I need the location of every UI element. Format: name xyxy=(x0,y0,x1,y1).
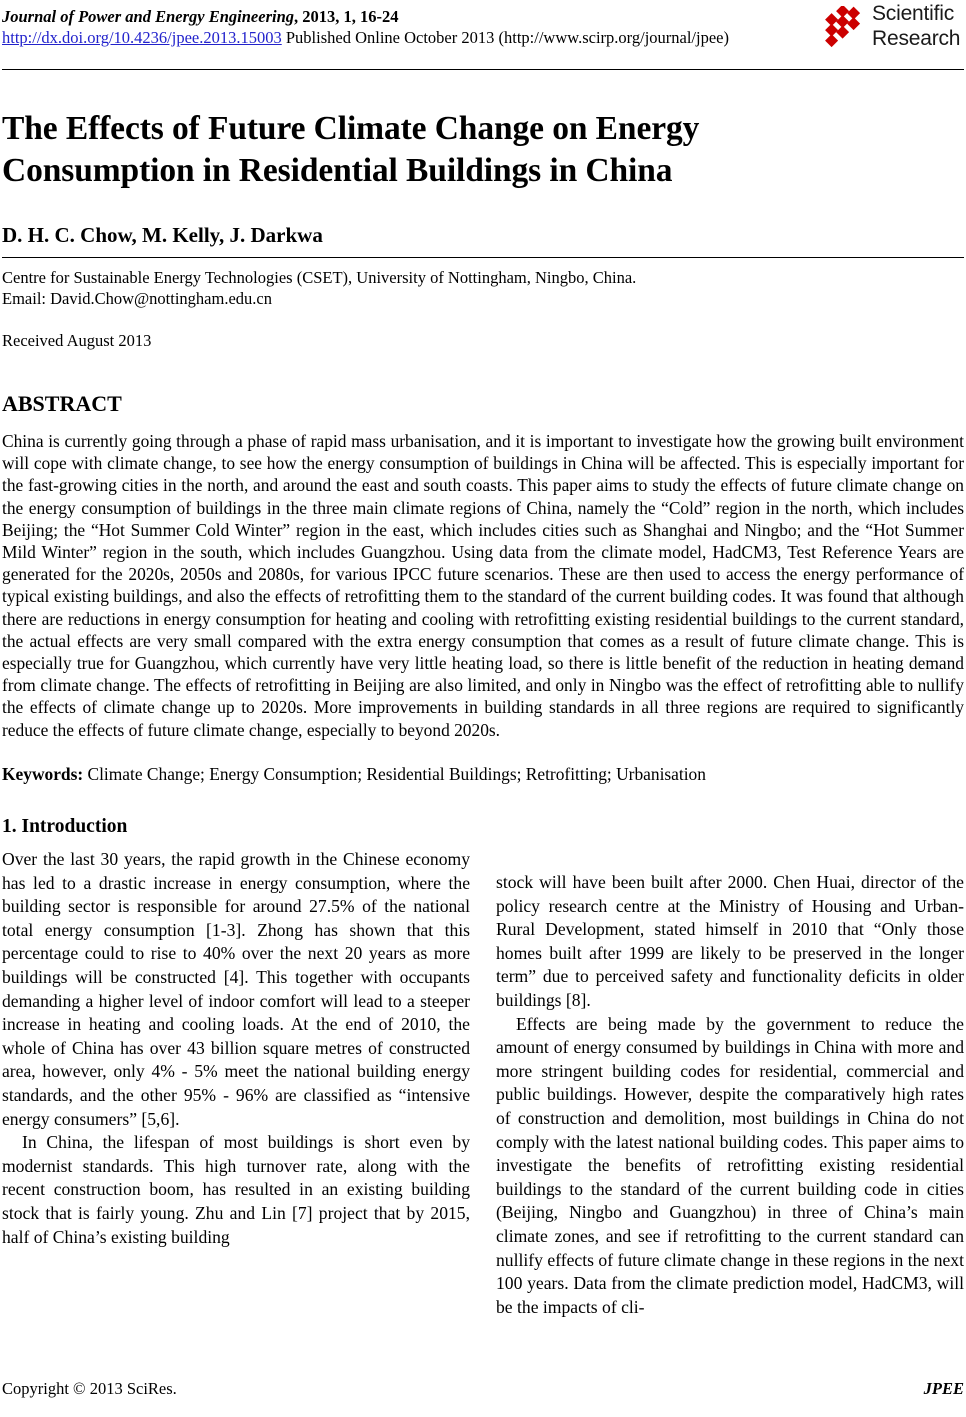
journal-abbreviation: JPEE xyxy=(923,1379,964,1398)
affiliation-line: Centre for Sustainable Energy Technologies (CSET), University of Nottingham, Ningbo, China. xyxy=(2,268,637,287)
page-title: The Effects of Future Climate Change on Energy Consumption in Residential Buildings in China xyxy=(2,110,700,189)
journal-name: Journal of Power and Energy Engineering xyxy=(2,7,295,26)
abstract-body: China is currently going through a phase of rapid mass urbanisation, and it is important to investigate how the growing built environment will cope with climate change, to see how the energy consumption of buildings in China will be affected. This is especially important for the fast-growing cities in the north, and around the east and south coasts. This paper aims to study the effects of future climate change on the energy consumption of buildings in the three main climate regions of China, namely the “Cold” region in the north, which includes Beijing; the “Hot Summer Cold Winter” region in the east, which includes cities such as Shanghai and Ningbo; and the “Hot Summer Mild Winter” region in the south, which includes Guangzhou. Using data from the climate model, HadCM3, Test Reference Years are generated for the 2020s, 2050s and 2080s, for various IPCC future scenarios. These are then used to access the energy performance of typical existing buildings, and also the effects of retrofitting them to the standard of the current building codes. It was found that although there are reductions in energy consumption for heating and cooling with retrofitting existing residential buildings to the current standard, the actual effects are very small compared with the extra energy consumption that comes as a result of future climate change. This is especially true for Guangzhou, which currently have very little heating load, so there is little benefit of the reduction in heating demand from climate change. The effects of retrofitting in Beijing are also limited, and only in Ningbo was the effect of retrofitting able to nullify the effects of climate change up to 2020s. More improvements in building standards in all three regions are required to significantly reduce the effects of future climate change, especially to beyond 2020s. xyxy=(2,431,964,740)
affiliation-block xyxy=(2,267,964,309)
page-footer xyxy=(2,1379,964,1399)
section-heading-introduction: 1. Introduction xyxy=(2,816,128,838)
body-columns xyxy=(2,815,964,1319)
scientific-research-diamond-logo-icon xyxy=(824,6,868,48)
publisher-logo xyxy=(824,2,962,52)
received-date: Received August 2013 xyxy=(2,331,152,350)
author-list: D. H. C. Chow, M. Kelly, J. Darkwa xyxy=(2,223,323,247)
keywords-label: Keywords: xyxy=(2,763,84,784)
author-email: Email: David.Chow@nottingham.edu.cn xyxy=(2,289,272,308)
publisher-name-line2: Research xyxy=(872,27,961,50)
published-online-info: Published Online October 2013 (http://www.scirp.org/journal/jpee) xyxy=(281,28,729,47)
doi-link[interactable]: http://dx.doi.org/10.4236/jpee.2013.15003 xyxy=(2,28,282,47)
journal-citation-line xyxy=(2,6,822,27)
paragraph: Effects are being made by the government to reduce the amount of energy consumed by buildings in China with more and more stringent building codes for residential, commercial and public buildings. However, despite the comparatively high rates of construction and demolition, most buildings in China do not comply with the latest national building codes. This paper aims to investigate the benefits of retrofitting existing residential buildings to the standard of the current building code in cities (Beijing, Ningbo and Guangzhou) in three of China’s main climate zones, and see if retrofitting to the current standard can nullify effects of future climate change in these regions in the next 100 years. Data from the climate prediction model, HadCM3, will be the impacts of cli- xyxy=(496,1013,964,1317)
column-right xyxy=(496,815,964,1319)
keywords-block xyxy=(2,763,964,785)
keywords-value: Climate Change; Energy Consumption; Residential Buildings; Retrofitting; Urbanisation xyxy=(83,763,706,784)
publisher-name xyxy=(872,1,960,51)
author-divider xyxy=(2,257,964,258)
title-block xyxy=(2,108,964,248)
journal-issue: , 2013, 1, 16-24 xyxy=(294,7,399,26)
doi-line xyxy=(2,27,822,48)
paragraph: In China, the lifespan of most buildings is short even by modernist standards. This high turnover rate, along with the recent construction boom, has resulted in an existing building stock that is fairly young. Zhu and Lin [7] project that by 2015, half of China’s existing building xyxy=(2,1132,470,1247)
paragraph: Over the last 30 years, the rapid growth in the Chinese economy has led to a drastic increase in energy consumption, where the building sector is responsible for around 27.5% of the national total energy consumption [1-3]. Zhong has shown that this percentage could to rise to 40% over the next 20 years as more buildings will be constructed [4]. This together with occupants demanding a higher level of indoor comfort will lead to a steeper increase in heating and cooling loads. At the end of 2010, the whole of China has over 43 billion square metres of constructed area, however, only 4% - 5% meet the national building energy standards, and the other 95% - 96% are classified as “intensive energy consumers” [5,6]. xyxy=(2,849,470,1129)
copyright-notice: Copyright © 2013 SciRes. xyxy=(2,1379,177,1398)
column-top-spacer xyxy=(496,815,964,871)
masthead-divider xyxy=(2,69,964,70)
column-left xyxy=(2,815,470,1319)
publisher-name-line1: Scientific xyxy=(872,2,955,25)
masthead xyxy=(2,0,964,60)
abstract-heading: ABSTRACT xyxy=(2,391,122,416)
masthead-text xyxy=(2,6,822,48)
paragraph: stock will have been built after 2000. Chen Huai, director of the policy research centre at the Ministry of Housing and Urban-Rural Development, stated himself in 2010 that “Only those homes built after 1999 are likely to be preserved in the longer term” due to perceived safety and functionality deficits in older buildings [8]. xyxy=(496,872,964,1011)
